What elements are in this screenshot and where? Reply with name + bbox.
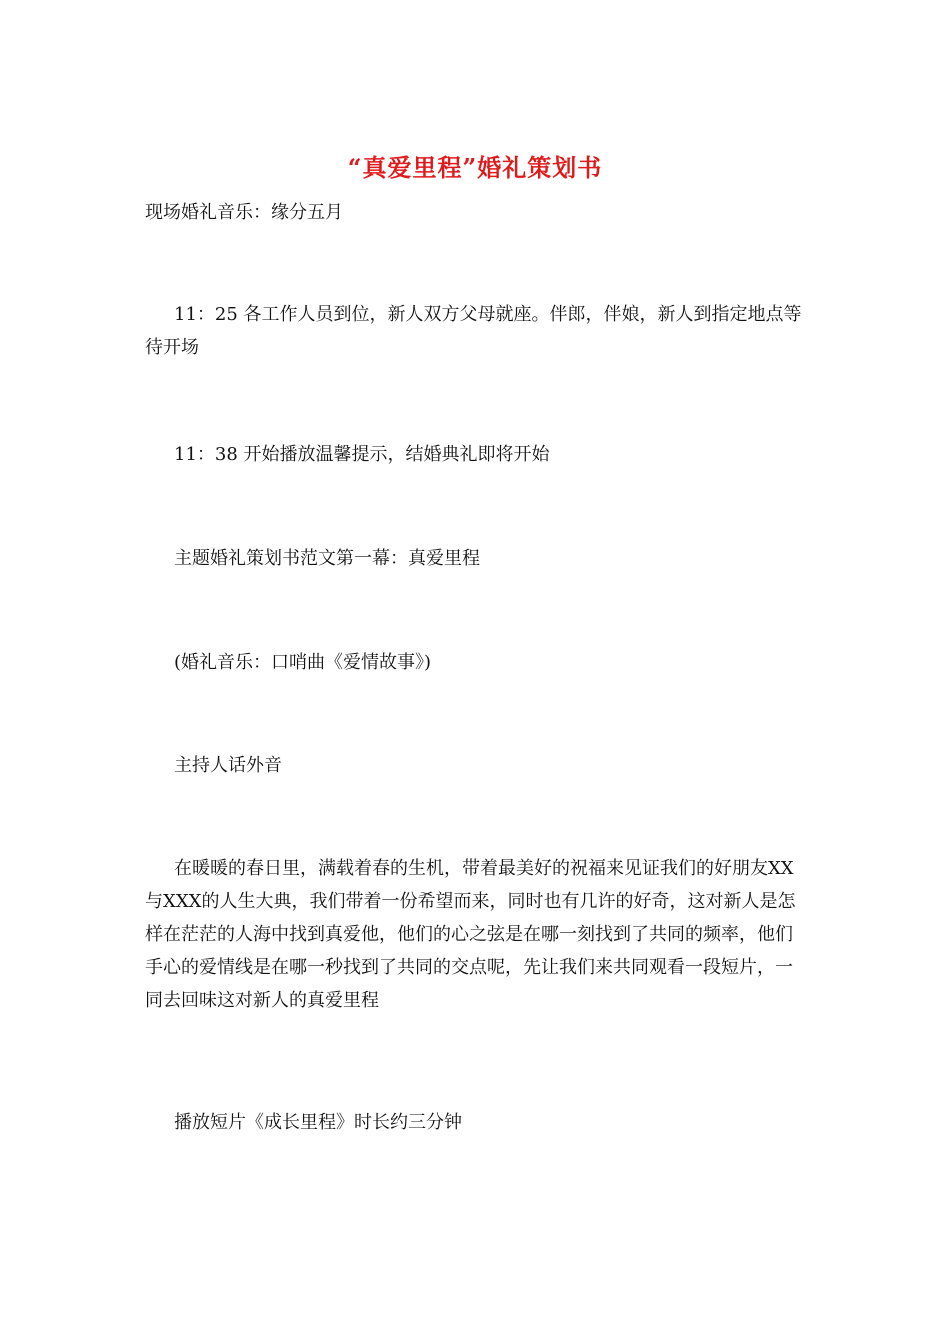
paragraph-host-speech: 在暖暖的春日里，满载着春的生机，带着最美好的祝福来见证我们的好朋友XX与XXX的人生大典，我们带着一份希望而来，同时也有几许的好奇，这对新人是怎样在茫茫的人海中找到真爱他，他们的心之弦是在哪一刻找到了共同的频率，他们手心的爱情线是在哪一秒找到了共同的交点呢，先让我们来共同观看一段短片，一同去回味这对新人的真爱里程 bbox=[145, 858, 796, 1011]
paragraph-whistle-music: (婚礼音乐：口哨曲《爱情故事》) bbox=[174, 652, 432, 673]
document-title: “真爱里程”婚礼策划书 bbox=[347, 153, 603, 182]
paragraph-1125: 11：25 各工作人员到位，新人双方父母就座。伴郎，伴娘，新人到指定地点等待开场 bbox=[145, 304, 802, 358]
paragraph-act-one: 主题婚礼策划书范文第一幕：真爱里程 bbox=[174, 548, 480, 569]
paragraph-1138: 11：38 开始播放温馨提示，结婚典礼即将开始 bbox=[174, 444, 550, 465]
paragraph-short-film: 播放短片《成长里程》时长约三分钟 bbox=[174, 1112, 462, 1133]
paragraph-music: 现场婚礼音乐：缘分五月 bbox=[145, 202, 343, 223]
paragraph-host-voiceover: 主持人话外音 bbox=[174, 755, 282, 776]
